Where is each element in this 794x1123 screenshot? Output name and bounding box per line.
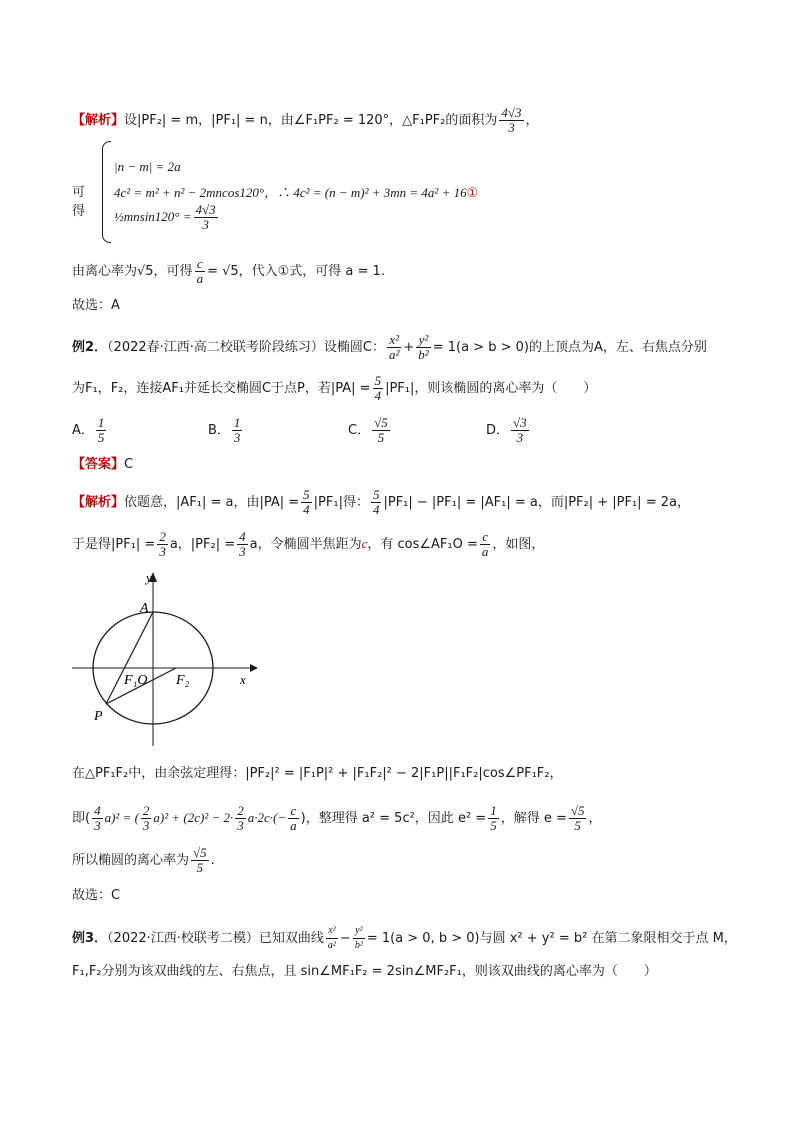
law-of-cosines-line: 在△PF₁F₂中，由余弦定理得：|PF₂|² = |F₁P|² + |F₁F₂|² − 2|F₁P||F₁F₂|cos∠PF₁F₂， [72,766,563,781]
calculation-line: 即( $\frac{4}{3}$ a)² = ( $\frac{2}{3}$ a)² + (2c)² − 2· $\frac{2}{3}$ a·2c·(− $\frac{c}{a}$ )，整理得 a² = 5c²，因此 e² = $\frac{1}{5}$ ，解得 e = $\frac{√5}{5}$ ， [72,803,602,833]
system-row-3: ½mnsin120° = $\frac{4√3}{3}$ [114,202,216,232]
ellipse-figure [72,568,262,748]
system-row-2: 4c² = m² + n² − 2mncos120°，∴ 4c² = (n − m)² + 3mn = 4a² + 16① [114,185,479,201]
example2-line-2: 为F₁，F₂，连接AF₁并延长交椭圆C于点P，若|PA| = $\frac{5}{4}$ |PF₁|，则该椭圆的离心率为（ ） [72,373,597,403]
label-P: P [94,709,103,724]
conclusion-line: 所以椭圆的离心率为 $\frac{√5}{5}$ . [72,845,215,875]
option-c[interactable]: C． $\frac{√5}{5}$ [348,415,388,445]
solution-tag: 【解析】 [72,113,125,128]
fraction-area: $\frac{4√3}{3}$ [501,105,522,135]
example3-line-2: F₁,F₂分别为该双曲线的左、右焦点，且 sin∠MF₁F₂ = 2sin∠MF₂F₁，则该双曲线的离心率为（ ） [72,964,657,979]
solution-text: 设|PF₂| = m，|PF₁| = n，由∠F₁PF₂ = 120°，△F₁PF₂的面积为 [124,113,498,128]
example2-line-1: 例2．（2022春·江西·高二校联考阶段练习）设椭圆C： $\frac{\text{x²}}{\text{a²}}$ + $\frac{\text{y²}}{\text{b²}}$ = 1(a > b > 0)的上顶点为A，左、右焦点分别 [72,332,707,362]
example2-title: 例2． [72,340,108,355]
label-A: A [140,601,149,616]
option-d[interactable]: D． $\frac{√3}{3}$ [486,415,527,445]
example3-line-1: 例3．（2022·江西·校联考二模）已知双曲线 $\frac{\text{x²}}{\text{a²}}$ − $\frac{\text{y²}}{\text{b²}}$ = 1(a > 0, b > 0)与圆 x² + y² = b² 在第二象限相交于点 M， [72,925,737,951]
circled-one: ① [466,186,479,201]
eccentricity-line: 由离心率为√5，可得 $\frac{c}{a}$ = √5，代入①式，可得 a = 1. [72,256,385,286]
example3-title: 例3． [72,931,108,946]
example2-solution-2: 于是得|PF₁| = $\frac{2}{3}$ a，|PF₂| = $\frac{4}{3}$ a，令椭圆半焦距为c，有 cos∠AF₁O = $\frac{c}{a}$ ，如图， [72,529,545,559]
option-a[interactable]: A． $\frac{1}{5}$ [72,415,105,445]
answer-line-2: 【答案】C [72,457,134,472]
system-row-1: |n − m| = 2a [114,159,181,174]
example2-solution-1: 【解析】依题意，|AF₁| = a，由|PA| = $\frac{5}{4}$ |PF₁|得： $\frac{5}{4}$ |PF₁| − |PF₁| = |AF₁| = a，而|PF₂| + |PF₁| = 2a， [72,487,690,517]
option-b[interactable]: B． $\frac{1}{3}$ [208,415,241,445]
left-brace [102,141,111,243]
label-x: x [240,672,246,687]
solution-line-1: 【解析】设|PF₂| = m，|PF₁| = n，由∠F₁PF₂ = 120°，△F₁PF₂的面积为 $\frac{4√3}{3}$ ， [72,105,539,135]
answer-line-3: 故选：C [72,888,121,903]
x-axis-arrow [250,664,258,672]
label-F1O: F₁O [124,673,148,688]
label-y: y [146,570,152,585]
label-F2: F₂ [176,673,190,688]
answer-line-1: 故选：A [72,298,120,313]
kede-label: 可得 [72,185,86,219]
